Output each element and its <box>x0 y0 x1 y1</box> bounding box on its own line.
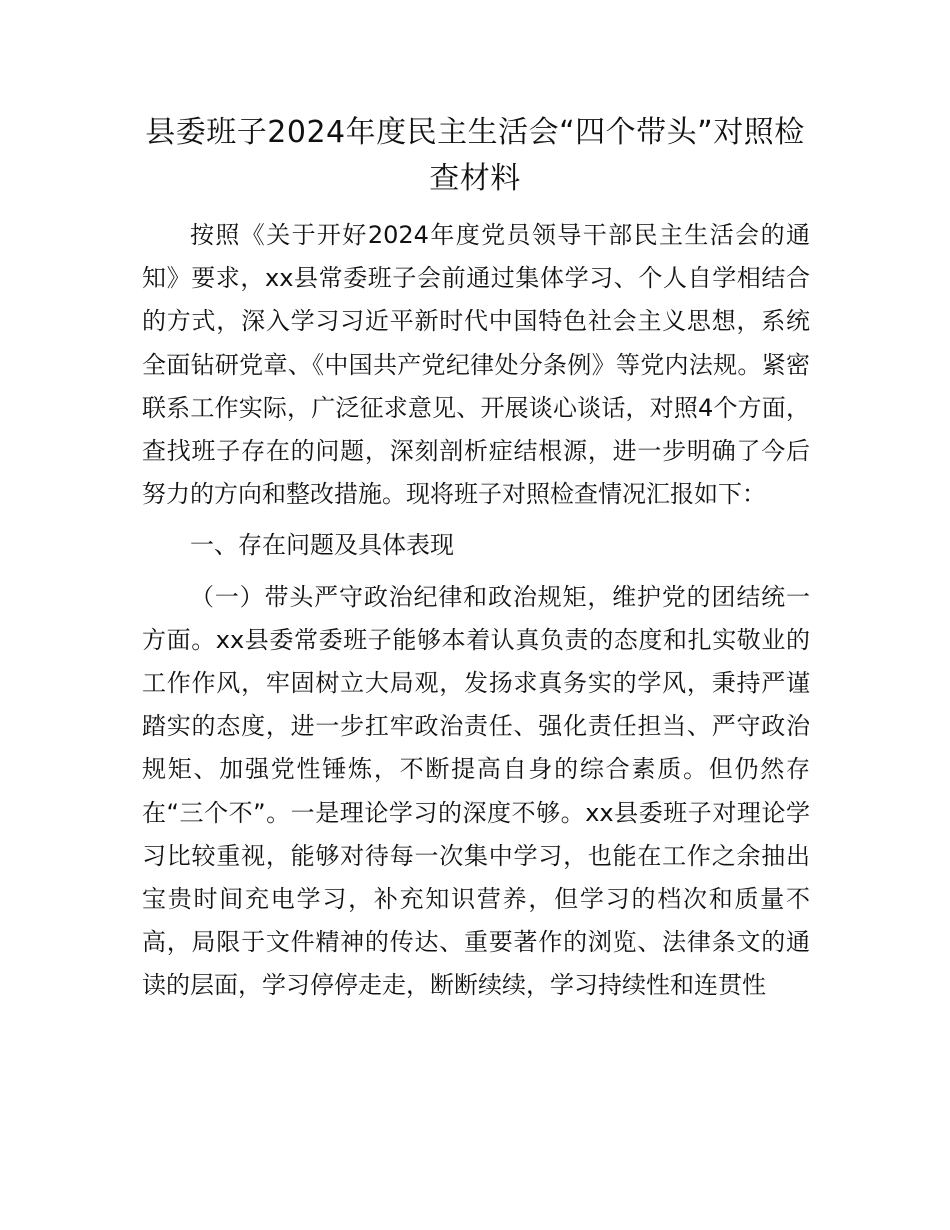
document-title: 县委班子2024年度民主生活会“四个带头”对照检查材料 <box>145 115 805 196</box>
document-body <box>142 214 810 1008</box>
intro-paragraph: 按照《关于开好2024年度党员领导干部民主生活会的通知》要求，xx县常委班子会前通过集体学习、个人自学相结合的方式，深入学习习近平新时代中国特色社会主义思想，系统全面钻研党章、《中国共产党纪律处分条例》等党内法规。紧密联系工作实际，广泛征求意见、开展谈心谈话，对照4个方面，查找班子存在的问题，深刻剖析症结根源，进一步明确了今后努力的方向和整改措施。现将班子对照检查情况汇报如下： <box>142 221 810 509</box>
section-heading-problems: 一、存在问题及具体表现 <box>190 531 454 560</box>
subsection-paragraph-1: （一）带头严守政治纪律和政治规矩，维护党的团结统一方面。xx县委常委班子能够本着认真负责的态度和扎实敬业的工作作风，牢固树立大局观，发扬求真务实的学风，秉持严谨踏实的态度，进一步扛牢政治责任、强化责任担当、严守政治规矩、加强党性锤炼，不断提高自身的综合素质。但仍然存在“三个不”。一是理论学习的深度不够。xx县委班子对理论学习比较重视，能够对待每一次集中学习，也能在工作之余抽出宝贵时间充电学习，补充知识营养，但学习的档次和质量不高，局限于文件精神的传达、重要著作的浏览、法律条文的通读的层面，学习停停走走，断断续续，学习持续性和连贯性 <box>142 582 810 1000</box>
